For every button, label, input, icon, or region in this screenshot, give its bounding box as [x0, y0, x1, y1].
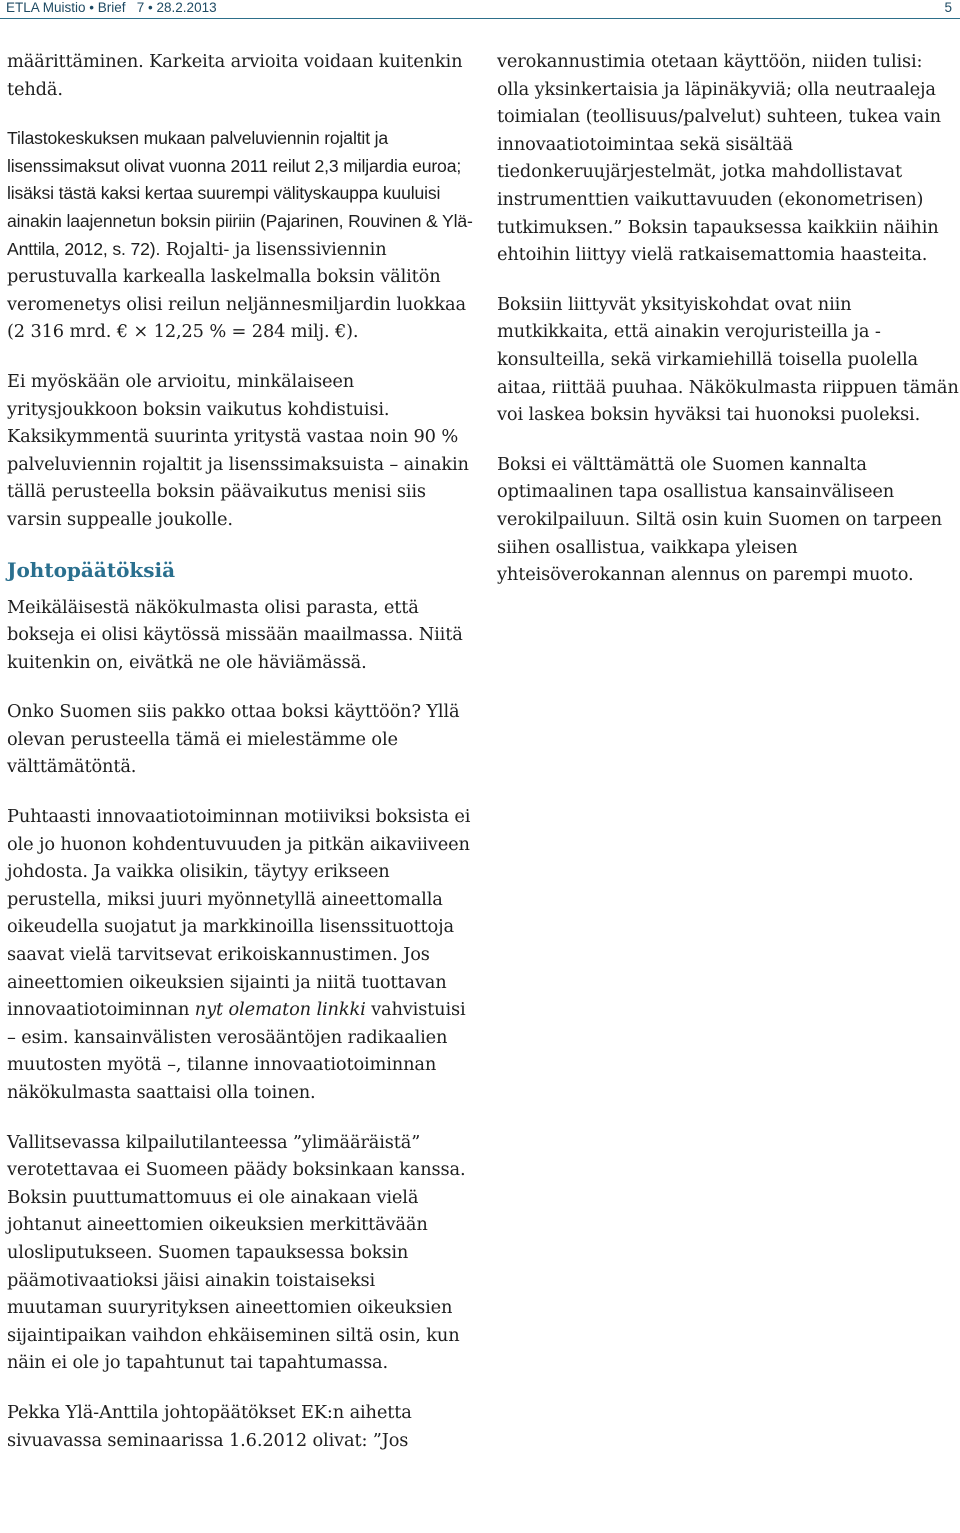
paragraph: Meikäläisestä näkökulmasta olisi parasta, että bokseja ei olisi käytössä missään maailmassa. Niitä kuitenkin on, eivätkä ne ole häviämässä. — [7, 596, 463, 673]
issue-info: 7 • 28.2.2013 — [136, 0, 217, 15]
paragraph: Pekka Ylä-Anttila johtopäätökset EK:n aihetta sivuavassa seminaarissa 1.6.2012 olivat: ”Jos — [7, 1401, 412, 1451]
page-header — [0, 0, 960, 19]
section-heading: Johtopäätöksiä — [7, 557, 176, 582]
paragraph-text: Puhtaasti innovaatiotoiminnan motiiviksi boksista ei ole jo huonon kohdentuvuuden ja pitkän aikaviiveen johdosta. Ja vaikka olisikin, täytyy erikseen perustella, miksi juuri myönnetyllä aineettomalla oikeudella suojatut ja markkinoilla lisenssituottoja saavat vielä tarvitsevat erikoiskannustimen. Jos aineettomien oikeuksien sijainti ja niitä tuottavan innovaatiotoiminnan — [7, 806, 471, 1021]
paragraph: määrittäminen. Karkeita arvioita voidaan kuitenkin tehdä. — [7, 51, 463, 100]
paragraph: Ei myöskään ole arvioitu, minkälaiseen yritysjoukkoon boksin vaikutus kohdistuisi. Kaksikymmentä suurinta yritystä vastaa noin 90 % palveluviennin rojaltit ja lisenssimaksuista – ainakin tällä perusteella boksin päävaikutus menisi siis varsin suppealle joukolle. — [7, 370, 469, 530]
paragraph-text: vahvistuisi – esim. kansainvälisten verosääntöjen radikaalien muutosten myötä –, tilanne innovaatiotoiminnan näkökulmasta saattaisi olla toinen. — [7, 999, 466, 1103]
emphasis-text: nyt olematon linkki — [194, 999, 366, 1021]
page-number: 5 — [944, 0, 952, 15]
paragraph: Boksi ei välttämättä ole Suomen kannalta optimaalinen tapa osallistua kansainväliseen verokilpailuun. Siltä osin kuin Suomen on tarpeen siihen osallistua, vaikkapa yleisen yhteisöverokannan alennus on parempi muoto. — [497, 453, 942, 586]
publication-name: ETLA Muistio • Brief — [6, 0, 126, 15]
paragraph: Vallitsevassa kilpailutilanteessa ”ylimääräistä” verotettavaa ei Suomeen päädy boksinkaan kanssa. Boksin puuttumattomuus ei ole ainakaan vielä johtanut aineettomien oikeuksien merkittävään ulosliputukseen. Suomen tapauksessa boksin päämotivaatioksi jäisi ainakin toistaiseksi muutaman suuryrityksen aineettomien oikeuksien sijaintipaikan vaihdon ehkäiseminen siltä osin, kun näin ei ole jo tapahtunut tai tapahtumassa. — [7, 1131, 466, 1374]
paragraph — [7, 803, 475, 1107]
paragraph-sans-part: Tilastokeskuksen mukaan palveluviennin rojaltit ja lisenssimaksut olivat vuonna 2011 reilut 2,3 miljardia euroa; lisäksi tästä kaksi kertaa suurempi välityskauppa kuuluisi ainakin laajennetun boksin piiriin (Pajarinen, Rouvinen & Ylä-Anttila, 2012, s. 72). — [7, 128, 473, 259]
paragraph-serif-part: Rojalti- ja lisenssiviennin perustuvalla karkealla laskelmalla boksin välitön veromenetys olisi reilun neljännesmiljardin luokkaa (2 316 mrd. € × 12,25 % = 284 milj. €). — [7, 238, 466, 343]
paragraph: Onko Suomen siis pakko ottaa boksi käyttöön? Yllä olevan perusteella tämä ei mielestämme ole välttämätöntä. — [7, 701, 460, 778]
right-column — [497, 48, 959, 611]
left-column — [7, 48, 475, 1476]
paragraph: Boksiin liittyvät yksityiskohdat ovat niin mutkikkaita, että ainakin verojuristeilla ja -konsulteilla, sekä virkamiehillä toisella puolella aitaa, riittää puuhaa. Näkökulmasta riippuen tämän voi laskea boksin hyväksi tai huonoksi puoleksi. — [497, 293, 959, 426]
header-left — [6, 0, 217, 16]
paragraph — [7, 125, 475, 346]
paragraph: verokannustimia otetaan käyttöön, niiden tulisi: olla yksinkertaisia ja läpinäkyviä; olla neutraaleja toimialan (teollisuus/palvelut) suhteen, tukea vain innovaatiotoimintaa sekä sisältää tiedonkeruujärjestelmät, jotka mahdollistavat instrumenttien vaikuttavuuden (ekonometrisen) tutkimuksen.” Boksin tapauksessa kaikkiin näihin ehtoihin liittyy vielä ratkaisemattomia haasteita. — [497, 51, 941, 266]
